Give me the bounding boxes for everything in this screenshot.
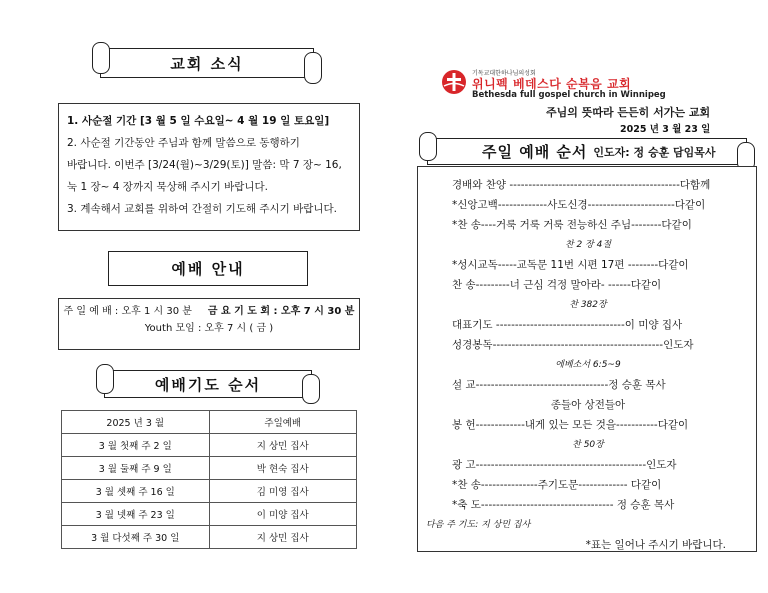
order-item: *찬 송----거룩 거룩 거룩 전능하신 주님--------다같이 xyxy=(452,219,692,231)
order-banner xyxy=(427,138,747,165)
church-denomination: 기독교대한하나님의성회 xyxy=(472,70,536,77)
order-item: 설 교-----------------------------------정 승훈 목사 xyxy=(452,379,666,391)
church-logo-icon xyxy=(441,69,467,95)
order-note: 종들아 상전들아 xyxy=(550,399,626,411)
order-subnote: 찬 50장 xyxy=(572,440,604,450)
bulletin-date: 2025 년 3 월 23 일 xyxy=(620,124,711,135)
table-header-row xyxy=(62,411,357,434)
order-item: *성시교독-----교독문 11번 시편 17편 --------다같이 xyxy=(452,259,689,271)
table-row xyxy=(62,503,357,526)
table-cell: 3 월 넷째 주 23 일 xyxy=(62,503,210,526)
table-cell: 지 상민 집사 xyxy=(209,526,357,549)
news-item-5: 3. 계속해서 교회를 위하여 간절히 기도해 주시기 바랍니다. xyxy=(67,203,338,215)
table-cell: 김 미영 집사 xyxy=(209,480,357,503)
table-row xyxy=(62,526,357,549)
order-subnote: 다음 주 기도: 지 상민 집사 xyxy=(426,520,531,530)
church-name-ko: 위니펙 베데스다 순복음 교회 xyxy=(472,77,632,91)
scroll-curl-left xyxy=(92,42,110,74)
worship-title: 예배 안내 xyxy=(171,260,245,278)
order-title: 주일 예배 순서 xyxy=(482,143,588,161)
order-item: *신앙고백-------------사도신경-----------------------다같이 xyxy=(452,199,706,211)
table-row xyxy=(62,480,357,503)
table-header-cell: 주일예배 xyxy=(209,411,357,434)
prayer-banner xyxy=(104,370,312,398)
news-title: 교회 소식 xyxy=(170,54,244,73)
order-box xyxy=(417,166,757,552)
scroll-curl-left xyxy=(419,132,437,161)
table-cell: 3 월 셋째 주 16 일 xyxy=(62,480,210,503)
order-subnote: 찬 2 장 4절 xyxy=(564,240,612,250)
order-item: 대표기도 ----------------------------------이 미양 집사 xyxy=(452,319,683,331)
table-cell: 지 상민 집사 xyxy=(209,434,357,457)
news-item-1: 1. 사순절 기간 [3 월 5 일 수요일~ 4 월 19 일 토요일] xyxy=(67,115,330,127)
order-item: 찬 송---------너 근심 걱정 말아라- ------다같이 xyxy=(452,279,662,291)
prayer-title: 예배기도 순서 xyxy=(154,375,262,394)
table-row xyxy=(62,457,357,480)
scroll-curl-left xyxy=(96,364,114,394)
news-banner xyxy=(100,48,314,78)
order-subnote: 찬 382장 xyxy=(569,300,607,310)
order-item: 봉 헌-------------내게 있는 모든 것을-----------다같이 xyxy=(452,419,689,431)
order-item: 경배와 찬양 ---------------------------------------------다함께 xyxy=(452,179,711,191)
sunday-service: 주 일 예 배 : 오후 1 시 30 분 xyxy=(63,306,192,317)
news-item-4: 눅 1 장~ 4 장까지 묵상해 주시기 바랍니다. xyxy=(67,181,269,193)
news-item-2: 2. 사순절 기간동안 주님과 함께 말씀으로 동행하기 xyxy=(67,137,300,149)
table-cell: 박 현숙 집사 xyxy=(209,457,357,480)
order-subnote: 에베소서 6:5~9 xyxy=(555,360,621,370)
church-slogan: 주님의 뜻따라 든든히 서가는 교회 xyxy=(546,106,711,119)
worship-info-box xyxy=(58,298,360,350)
table-cell: 3 월 다섯째 주 30 일 xyxy=(62,526,210,549)
table-cell: 이 미양 집사 xyxy=(209,503,357,526)
news-item-3: 바랍니다. 이번주 [3/24(월)~3/29(토)] 말씀: 막 7 장~ 16, xyxy=(67,159,342,171)
friday-prayer: 금 요 기 도 회 : 오후 7 시 30 분 xyxy=(207,306,355,317)
table-cell: 3 월 첫째 주 2 일 xyxy=(62,434,210,457)
church-name-en: Bethesda full gospel church in Winnipeg xyxy=(472,90,666,100)
order-leader: 인도자: 정 승훈 담임목사 xyxy=(593,145,716,159)
order-item: *찬 송---------------주기도문------------- 다같이 xyxy=(452,479,662,491)
worship-line-1 xyxy=(59,303,359,320)
table-cell: 3 월 둘째 주 9 일 xyxy=(62,457,210,480)
order-item: *축 도----------------------------------- 정 승훈 목사 xyxy=(452,499,675,511)
table-row xyxy=(62,434,357,457)
prayer-table xyxy=(61,410,357,549)
scroll-curl-right xyxy=(302,374,320,404)
worship-line-2: Youth 모임 : 오후 7 시 ( 금 ) xyxy=(144,323,274,334)
table-header-cell: 2025 년 3 월 xyxy=(62,411,210,434)
order-item: 광 고---------------------------------------------인도자 xyxy=(452,459,677,471)
scroll-curl-right xyxy=(304,52,322,84)
news-box xyxy=(58,103,360,231)
order-item: 성경봉독---------------------------------------------인도자 xyxy=(452,339,694,351)
order-note: *표는 일어나 주시기 바랍니다. xyxy=(585,539,726,551)
worship-title-box xyxy=(108,251,308,286)
